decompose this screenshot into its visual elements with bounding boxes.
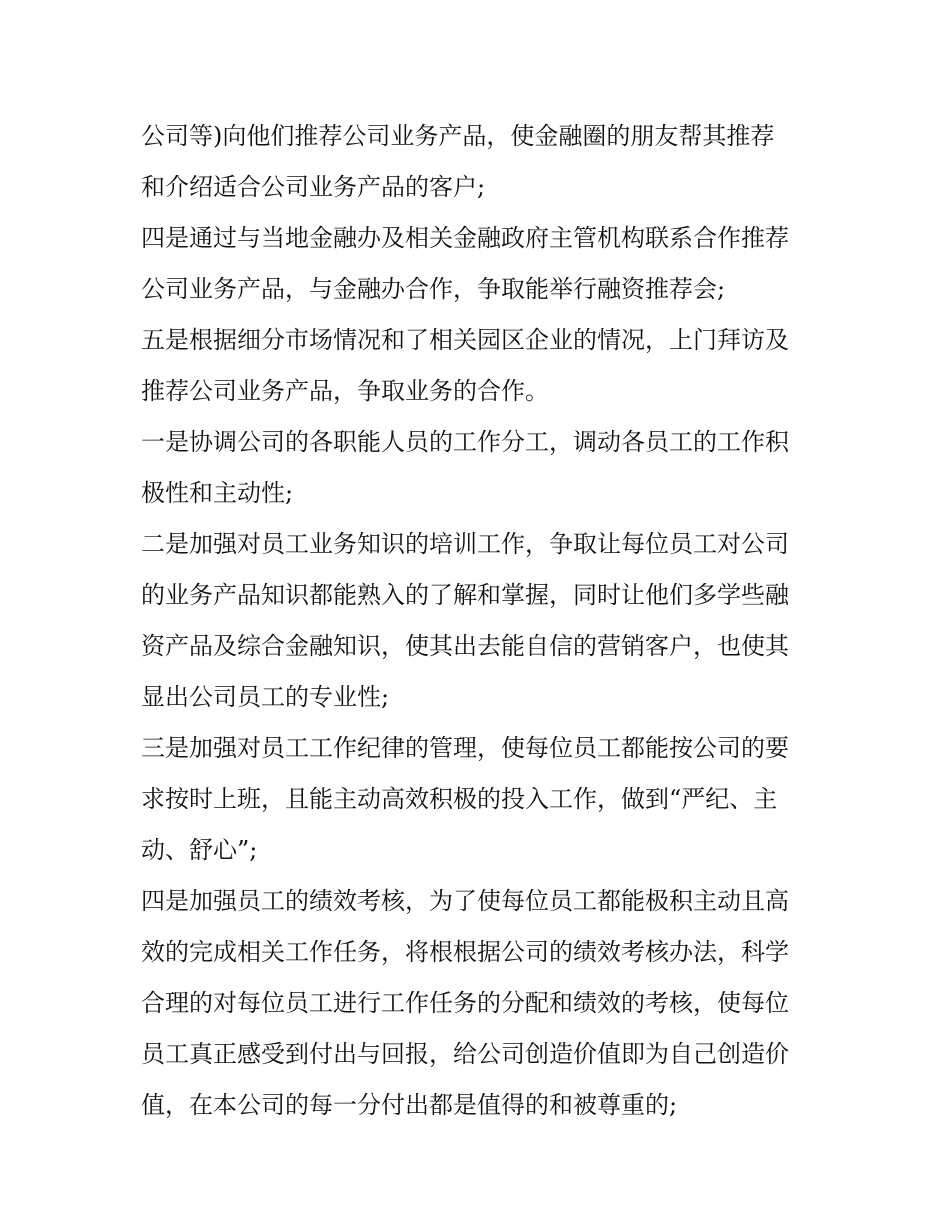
- text-line: 资产品及综合金融知识，使其出去能自信的营销客户，也使其: [141, 632, 789, 660]
- text-line: 五是根据细分市场情况和了相关园区企业的情况，上门拜访及: [141, 326, 789, 354]
- text-line: 值，在本公司的每一分付出都是值得的和被尊重的;: [141, 1091, 678, 1119]
- text-line: 三是加强对员工工作纪律的管理，使每位员工都能按公司的要: [141, 734, 789, 762]
- text-line: 和介绍适合公司业务产品的客户;: [141, 173, 486, 201]
- text-line: 四是加强员工的绩效考核，为了使每位员工都能极积主动且高: [141, 887, 789, 915]
- body-text: [141, 111, 821, 1131]
- text-line: 求按时上班，且能主动高效积极的投入工作，做到“严纪、主: [141, 785, 778, 813]
- text-line: 推荐公司业务产品，争取业务的合作。: [141, 377, 549, 405]
- text-line: 一是协调公司的各职能人员的工作分工，调动各员工的工作积: [141, 428, 789, 456]
- text-line: 显出公司员工的专业性;: [141, 683, 390, 711]
- text-line: 四是通过与当地金融办及相关金融政府主管机构联系合作推荐: [141, 224, 789, 252]
- text-line: 二是加强对员工业务知识的培训工作，争取让每位员工对公司: [141, 530, 789, 558]
- text-line: 效的完成相关工作任务，将根根据公司的绩效考核办法，科学: [141, 938, 789, 966]
- text-line: 公司等)向他们推荐公司业务产品，使金融圈的朋友帮其推荐: [141, 122, 775, 150]
- text-line: 动、舒心”;: [141, 836, 258, 864]
- text-line: 的业务产品知识都能熟入的了解和掌握，同时让他们多学些融: [141, 581, 789, 609]
- text-line: 合理的对每位员工进行工作任务的分配和绩效的考核，使每位: [141, 989, 789, 1017]
- text-line: 员工真正感受到付出与回报，给公司创造价值即为自己创造价: [141, 1040, 789, 1068]
- text-line: 极性和主动性;: [141, 479, 294, 507]
- text-line: 公司业务产品，与金融办合作，争取能举行融资推荐会;: [141, 275, 726, 303]
